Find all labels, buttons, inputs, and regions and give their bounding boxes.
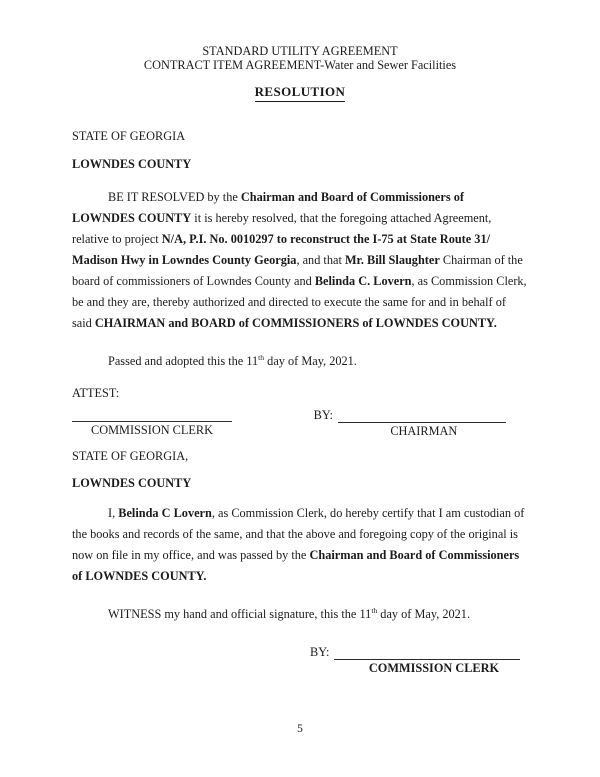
final-by-row [310,645,528,660]
by-label: BY: [313,408,333,422]
chairman-signature-line [338,409,506,423]
attest-label: ATTEST: [72,386,120,400]
state-of-georgia-line: STATE OF GEORGIA [72,129,186,143]
chairman-by-row [314,408,506,423]
attest-signature-row [72,408,528,439]
commission-clerk-signature-block [72,408,232,438]
chairman-signature-caption: CHAIRMAN [390,424,458,438]
witness-line: WITNESS my hand and official signature, this the 11th day of May, 2021. [108,605,471,621]
passed-adopted-line: Passed and adopted this the 11th day of May, 2021. [108,352,357,368]
commission-clerk-signature-caption: COMMISSION CLERK [91,423,213,437]
chairman-signature-block [314,408,506,439]
final-signature-caption: COMMISSION CLERK [368,661,500,675]
title-row [72,84,528,102]
final-by-label: BY: [310,645,330,659]
certification-paragraph: I, Belinda C Lovern, as Commission Clerk, do hereby certify that I am custodian of the books and records of the same, and that the above and foregoing copy of the original is now on file in my office, and was passed by the Chairman and Board of Commissioners of LOWNDES COUNTY. [72,506,525,583]
commission-clerk-signature-line [72,408,232,422]
state-of-georgia-line-2: STATE OF GEORGIA, [72,449,189,463]
document-title: RESOLUTION [255,84,346,102]
page-number: 5 [297,723,303,735]
final-signature-block [310,645,528,676]
lowndes-county-line: LOWNDES COUNTY [72,157,192,171]
header-line-1: STANDARD UTILITY AGREEMENT [202,44,398,58]
resolution-paragraph: BE IT RESOLVED by the Chairman and Board of Commissioners of LOWNDES COUNTY it is hereby resolved, that the foregoing attached Agreement, relative to project N/A, P.I. No. 0010297 to reconstruct the I-75 at State Route 31/ Madison Hwy in Lowndes County Georgia, and that Mr. Bill Slaughter Chairman of the board of commissioners of Lowndes County and Belinda C. Lovern, as Commission Clerk, be and they are, thereby authorized and directed to execute the same for and in behalf of said CHAIRMAN and BOARD of COMMISSIONERS of LOWNDES COUNTY. [72,190,527,330]
final-signature-line [334,646,520,660]
header-line-2: CONTRACT ITEM AGREEMENT-Water and Sewer Facilities [143,58,457,72]
lowndes-county-line-2: LOWNDES COUNTY [72,476,192,490]
